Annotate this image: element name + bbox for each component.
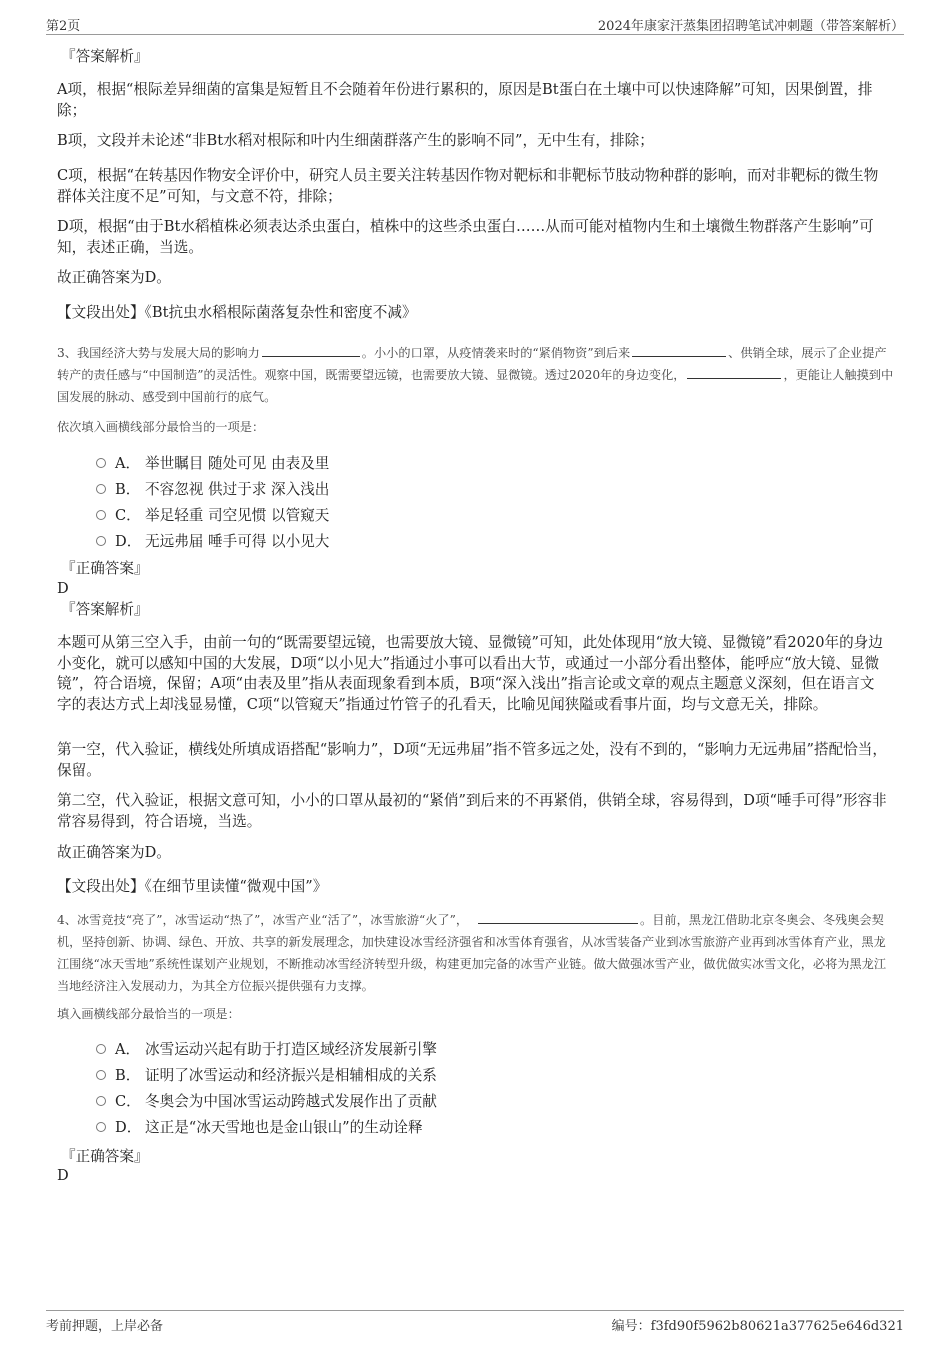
radio-icon[interactable] bbox=[96, 458, 106, 468]
stem-part: ，更能让人触摸到中国发展的脉动、感受到中国前行的底气。 bbox=[57, 368, 894, 404]
option-letter: A． bbox=[115, 455, 141, 472]
q4-option-b[interactable] bbox=[96, 1064, 437, 1088]
q3-option-d[interactable] bbox=[96, 530, 329, 554]
radio-icon[interactable] bbox=[96, 536, 106, 546]
radio-icon[interactable] bbox=[96, 484, 106, 494]
radio-icon[interactable] bbox=[96, 1122, 106, 1132]
analysis-option-a: A项，根据“根际差异细菌的富集是短暂且不会随着年份进行累积的，原因是Bt蛋白在土壤中可以快速降解”可知，因果倒置，排除； bbox=[57, 81, 873, 119]
analysis-paragraph: 第二空，代入验证，根据文意可知，小小的口罩从最初的“紧俏”到后来的不再紧俏，供销全球，容易得到，D项“唾手可得”形容非常容易得到，符合语境，当选。 bbox=[57, 792, 887, 830]
page-number: 第2页 bbox=[46, 19, 81, 34]
option-letter: C． bbox=[115, 1093, 141, 1110]
option-letter: B． bbox=[115, 1067, 141, 1084]
analysis-option-b: B项，文段并未论述“非Bt水稻对根际和叶内生细菌群落产生的影响不同”，无中生有，排除； bbox=[57, 132, 654, 149]
footer-slogan: 考前押题，上岸必备 bbox=[46, 1319, 164, 1334]
q4-option-d[interactable] bbox=[96, 1116, 423, 1140]
q3-option-b[interactable] bbox=[96, 478, 329, 502]
stem-part: 。小小的口罩，从疫情袭来时的“紧俏物资”到后来 bbox=[361, 346, 631, 360]
document-id: 编号：f3fd90f5962b80621a377625e646d321 bbox=[611, 1319, 904, 1334]
correct-answer-label: 『正确答案』 bbox=[61, 560, 149, 577]
analysis-label: 『答案解析』 bbox=[61, 48, 149, 65]
stem-part: 3、我国经济大势与发展大局的影响力 bbox=[57, 346, 260, 360]
answer-blank bbox=[687, 366, 781, 379]
radio-icon[interactable] bbox=[96, 1044, 106, 1054]
q3-option-a[interactable] bbox=[96, 452, 329, 476]
text-source: 【文段出处】《Bt抗虫水稻根际菌落复杂性和密度不减》 bbox=[57, 304, 417, 321]
stem-part: 、供销全球，展示了企业提产转产的责任感与“中国制造”的灵活性。观察中国，既需要望远镜，也需要放大镜、显微镜。透过2020年的身边变化， bbox=[57, 346, 887, 382]
answer-blank bbox=[478, 911, 638, 924]
option-text: 这正是“冰天雪地也是金山银山”的生动诠释 bbox=[145, 1119, 423, 1136]
question-3-prompt: 依次填入画横线部分最恰当的一项是： bbox=[57, 420, 265, 434]
correct-answer: D bbox=[57, 580, 69, 597]
analysis-paragraph: 本题可从第三空入手，由前一句的“既需要望远镜，也需要放大镜、显微镜”可知，此处体现用“放大镜、显微镜”看2020年的身边小变化，就可以感知中国的大发展，D项“以小见大”指通过小事可以看出大节，或通过一小部分看出整体，能呼应“放大镜、显微镜”，符合语境，保留；A项“由表及里”指从表面现象看到本质，B项“深入浅出”指言论或文章的观点主题意义深刻，但在语言文字的表达方式上却浅显易懂，C项“以管窥天”指通过竹管子的孔看天，比喻见闻狭隘或看事片面，均与文意无关，排除。 bbox=[57, 634, 883, 713]
page-header bbox=[46, 12, 904, 35]
analysis-label: 『答案解析』 bbox=[61, 601, 149, 618]
option-text: 冰雪运动兴起有助于打造区域经济发展新引擎 bbox=[145, 1041, 437, 1058]
option-letter: D． bbox=[115, 533, 142, 550]
analysis-conclusion: 故正确答案为D。 bbox=[57, 269, 171, 286]
answer-blank bbox=[632, 344, 726, 357]
q3-option-c[interactable] bbox=[96, 504, 329, 528]
radio-icon[interactable] bbox=[96, 1070, 106, 1080]
page-footer bbox=[46, 1310, 904, 1335]
q4-option-c[interactable] bbox=[96, 1090, 437, 1114]
analysis-paragraph: 第一空，代入验证，横线处所填成语搭配“影响力”，D项“无远弗届”指不管多远之处，没有不到的，“影响力无远弗届”搭配恰当，保留。 bbox=[57, 741, 887, 779]
correct-answer-label: 『正确答案』 bbox=[61, 1148, 149, 1165]
analysis-option-d: D项，根据“由于Bt水稻植株必须表达杀虫蛋白，植株中的这些杀虫蛋白……从而可能对植物内生和土壤微生物群落产生影响”可知，表述正确，当选。 bbox=[57, 218, 874, 256]
radio-icon[interactable] bbox=[96, 510, 106, 520]
text-source: 【文段出处】《在细节里读懂“微观中国”》 bbox=[57, 878, 328, 895]
analysis-conclusion: 故正确答案为D。 bbox=[57, 844, 171, 861]
question-4-stem bbox=[57, 909, 895, 997]
radio-icon[interactable] bbox=[96, 1096, 106, 1106]
stem-part: 。目前，黑龙江借助北京冬奥会、冬残奥会契机，坚持创新、协调、绿色、开放、共享的新发展理念，加快建设冰雪经济强省和冰雪体育强省，从冰雪装备产业到冰雪旅游产业再到冰雪体育产业，黑龙江围绕“冰天雪地”系统性谋划产业规划，不断推动冰雪经济转型升级，构建更加完备的冰雪产业链。做大做强冰雪产业，做优做实冰雪文化，必将为黑龙江当地经济注入发展动力，为其全方位振兴提供强有力支撑。 bbox=[57, 913, 887, 993]
correct-answer: D bbox=[57, 1167, 69, 1184]
analysis-option-c: C项，根据“在转基因作物安全评价中，研究人员主要关注转基因作物对靶标和非靶标节肢动物种群的影响，而对非靶标的微生物群体关注度不足”可知，与文意不符，排除； bbox=[57, 167, 879, 205]
option-letter: D． bbox=[115, 1119, 142, 1136]
document-title: 2024年康家汗蒸集团招聘笔试冲刺题（带答案解析） bbox=[597, 19, 904, 34]
option-text: 无远弗届 唾手可得 以小见大 bbox=[145, 533, 330, 550]
option-text: 冬奥会为中国冰雪运动跨越式发展作出了贡献 bbox=[145, 1093, 437, 1110]
option-text: 举足轻重 司空见惯 以管窥天 bbox=[145, 507, 330, 524]
question-4-prompt: 填入画横线部分最恰当的一项是： bbox=[57, 1007, 240, 1021]
answer-blank bbox=[262, 344, 360, 357]
option-text: 举世瞩目 随处可见 由表及里 bbox=[145, 455, 330, 472]
option-letter: C． bbox=[115, 507, 141, 524]
q4-option-a[interactable] bbox=[96, 1038, 437, 1062]
option-text: 证明了冰雪运动和经济振兴是相辅相成的关系 bbox=[145, 1067, 437, 1084]
option-text: 不容忽视 供过于求 深入浅出 bbox=[145, 481, 330, 498]
question-3-stem bbox=[57, 342, 895, 408]
option-letter: A． bbox=[115, 1041, 141, 1058]
stem-part: 4、冰雪竞技“亮了”，冰雪运动“热了”，冰雪产业“活了”，冰雪旅游“火了”， bbox=[57, 913, 469, 927]
option-letter: B． bbox=[115, 481, 141, 498]
